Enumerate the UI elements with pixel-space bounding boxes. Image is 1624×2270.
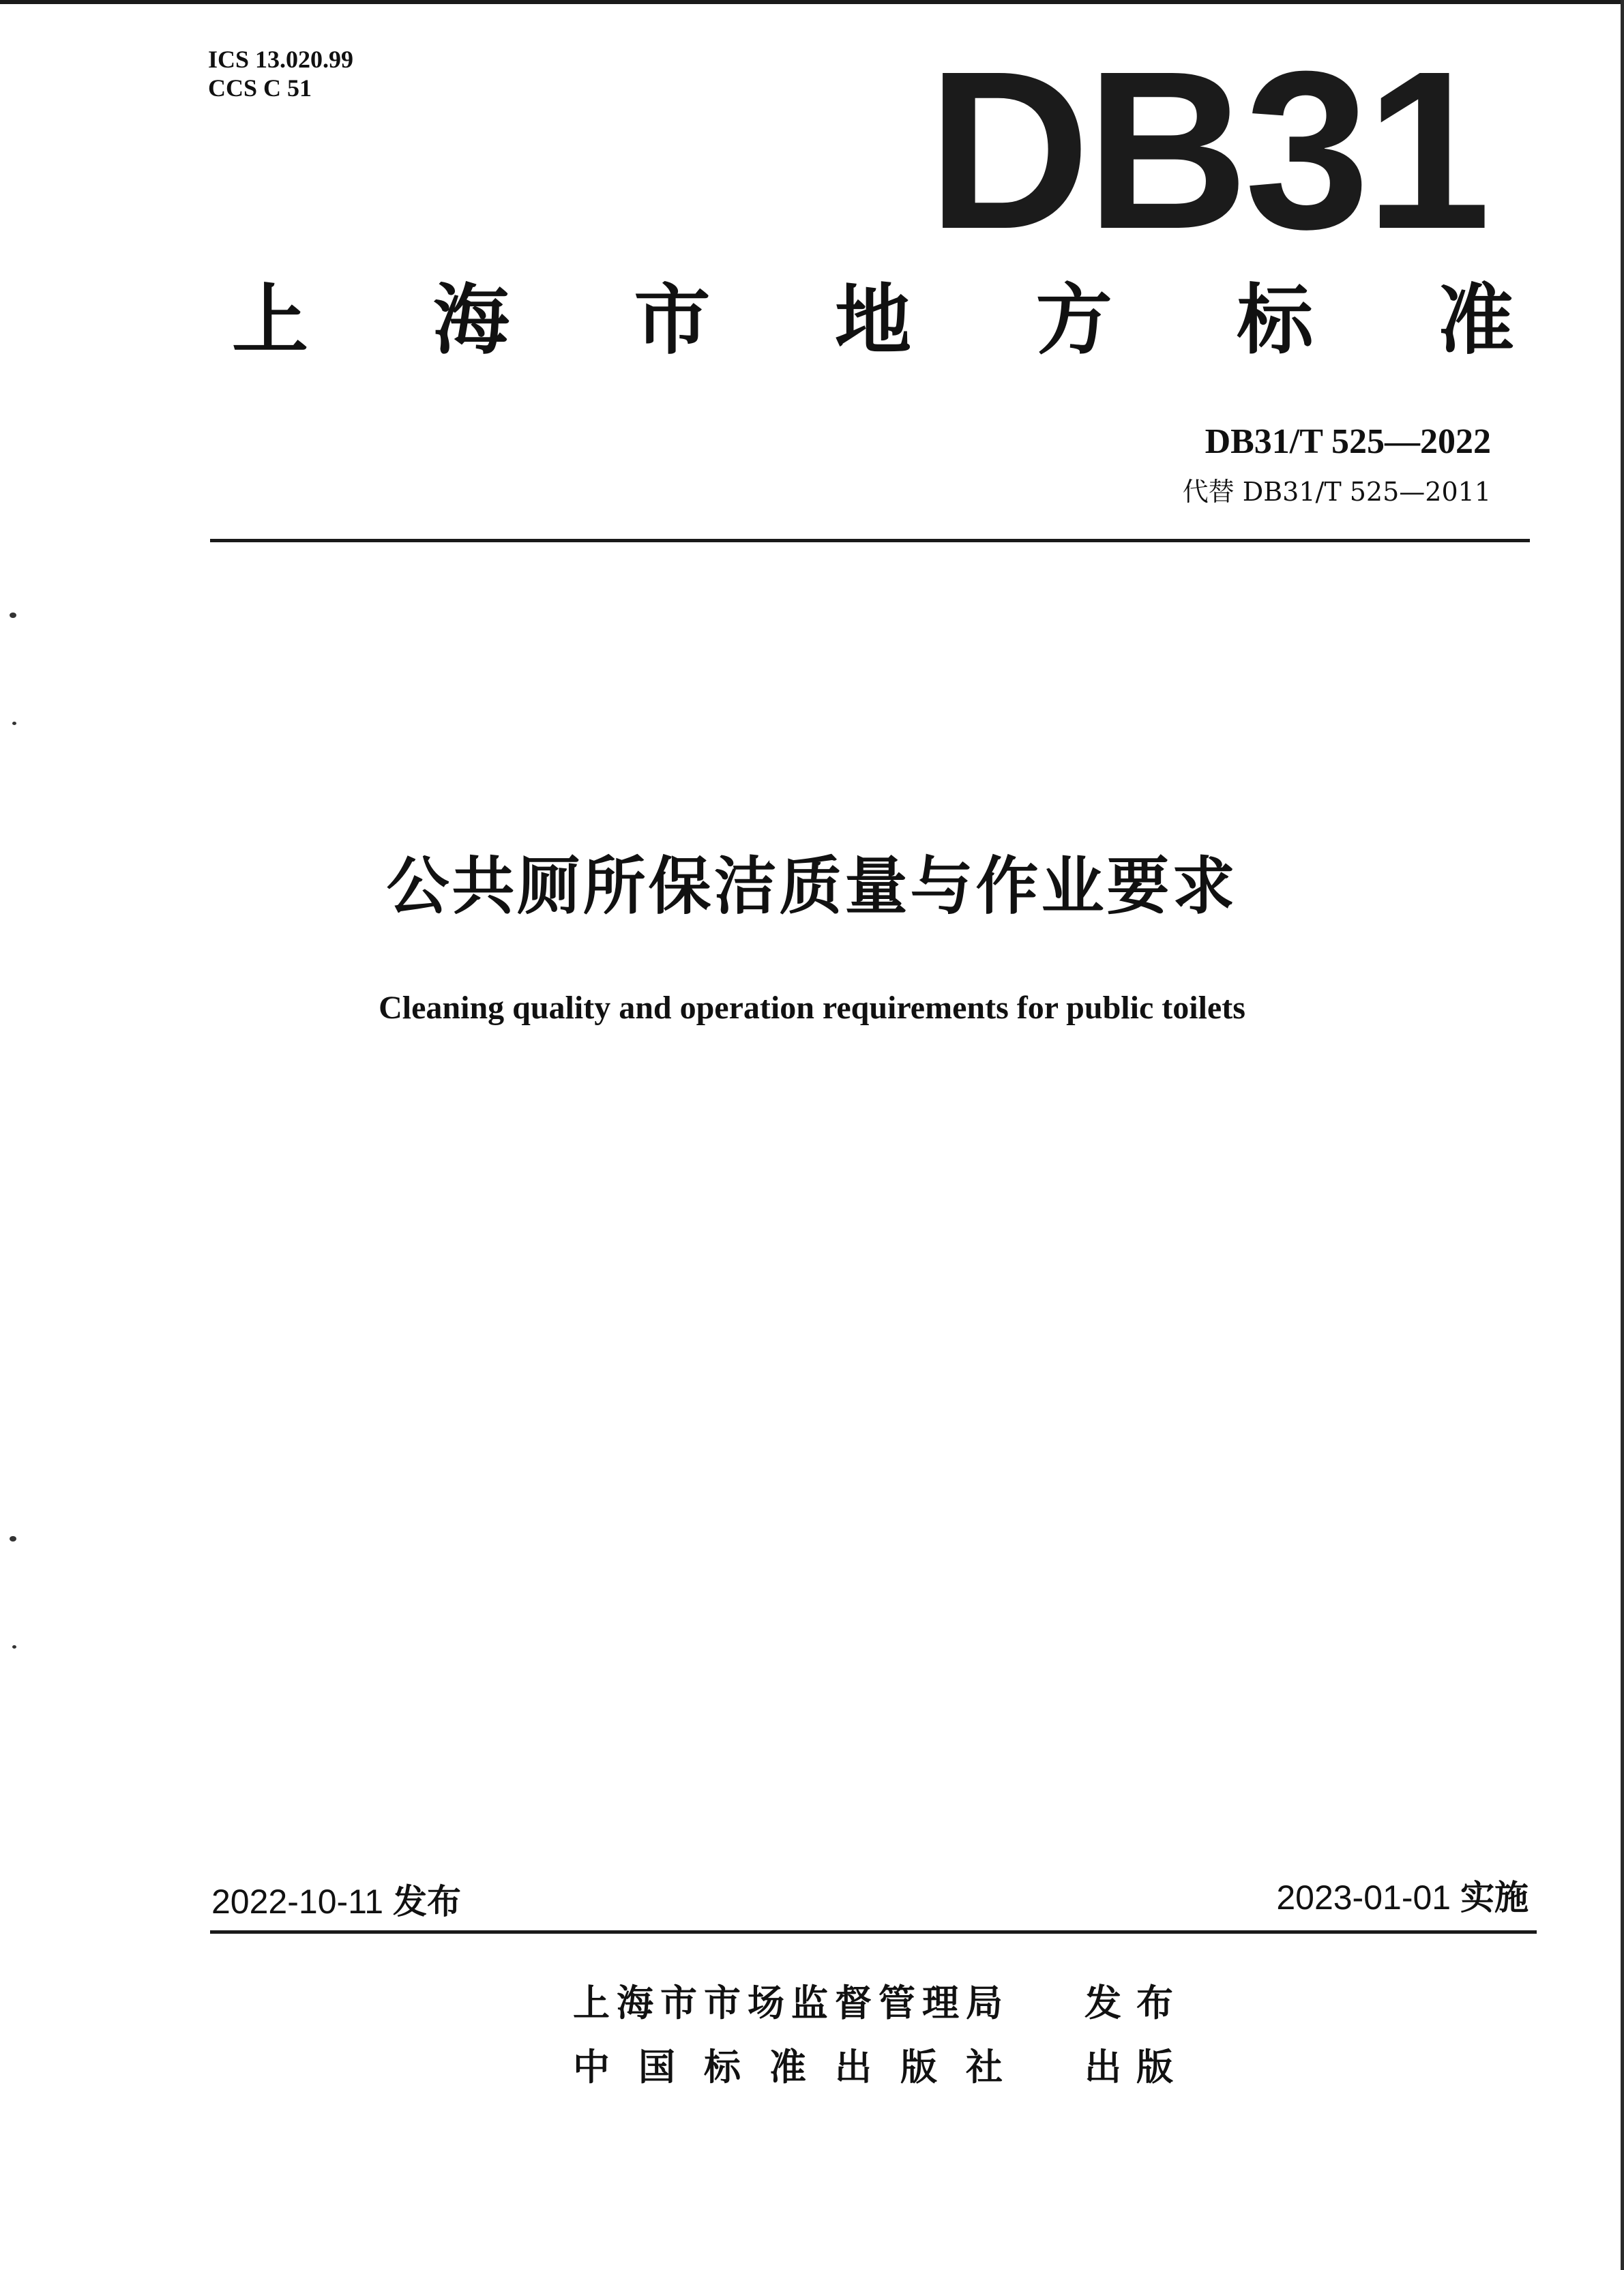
footer-divider — [210, 1930, 1537, 1934]
scan-speck — [10, 1536, 16, 1542]
issuers-block — [573, 1981, 1173, 2110]
issuer-char: 管 — [879, 1981, 915, 2024]
issuer-char: 标 — [704, 2046, 741, 2089]
heading-char: 准 — [1437, 276, 1514, 365]
heading-char: 上 — [232, 276, 308, 365]
issuer-char: 督 — [835, 1981, 872, 2024]
heading-char: 方 — [1035, 276, 1112, 365]
scan-speck — [12, 1645, 16, 1649]
issuer-char: 上 — [573, 1981, 610, 2024]
implementation-date — [1276, 1877, 1529, 1918]
issuer-char: 市 — [704, 1981, 741, 2024]
publish-date — [211, 1881, 461, 1922]
issuer-name — [573, 1981, 1003, 2025]
ics-code: ICS 13.020.99 — [208, 46, 354, 73]
issuer-char: 监 — [791, 1981, 828, 2024]
page-top-edge — [0, 0, 1624, 4]
issuer-name — [573, 2046, 1003, 2089]
scan-speck — [12, 722, 16, 725]
issuer-char: 社 — [966, 2046, 1003, 2089]
document-title-english: Cleaning quality and operation requirements for public toilets — [379, 990, 1245, 1026]
role-char: 版 — [1136, 2046, 1173, 2089]
publish-date-value: 2022-10-11 — [211, 1883, 384, 1921]
replaced-standard: 代替 DB31/T 525—2011 — [1182, 477, 1491, 507]
db31-logo: DB31 — [928, 24, 1487, 276]
issuer-char: 版 — [900, 2046, 937, 2089]
heading-char: 海 — [432, 276, 510, 365]
role-char: 布 — [1136, 1981, 1173, 2024]
standard-number: DB31/T 525—2022 — [1205, 422, 1491, 461]
issuer-role — [1084, 1981, 1173, 2025]
implementation-date-value: 2023-01-01 — [1276, 1878, 1451, 1917]
local-standard-heading — [232, 273, 1514, 368]
implementation-date-label: 实施 — [1460, 1878, 1529, 1917]
publish-date-label: 发布 — [392, 1882, 461, 1921]
heading-char: 标 — [1237, 276, 1314, 365]
issuer-char: 场 — [748, 1981, 784, 2024]
heading-char: 市 — [634, 276, 711, 365]
issuer-char: 出 — [835, 2046, 872, 2089]
role-char: 发 — [1084, 1981, 1121, 2024]
role-char: 出 — [1084, 2046, 1121, 2089]
page-right-edge — [1621, 0, 1624, 2270]
issuer-role — [1084, 2046, 1173, 2089]
issuer-row — [573, 2046, 1173, 2089]
issuer-char: 海 — [617, 1981, 653, 2024]
heading-char: 地 — [834, 276, 911, 365]
issuer-char: 理 — [922, 1981, 959, 2024]
issuer-char: 局 — [966, 1981, 1003, 2024]
scan-speck — [10, 613, 16, 618]
issuer-char: 中 — [573, 2046, 610, 2089]
issuer-char: 准 — [769, 2046, 806, 2089]
ccs-code: CCS C 51 — [208, 74, 312, 102]
issuer-row — [573, 1981, 1173, 2025]
classification-codes — [208, 45, 353, 102]
header-divider — [210, 539, 1530, 542]
issuer-char: 市 — [660, 1981, 697, 2024]
issuer-char: 国 — [638, 2046, 675, 2089]
document-title-chinese: 公共厕所保洁质量与作业要求 — [386, 850, 1238, 923]
